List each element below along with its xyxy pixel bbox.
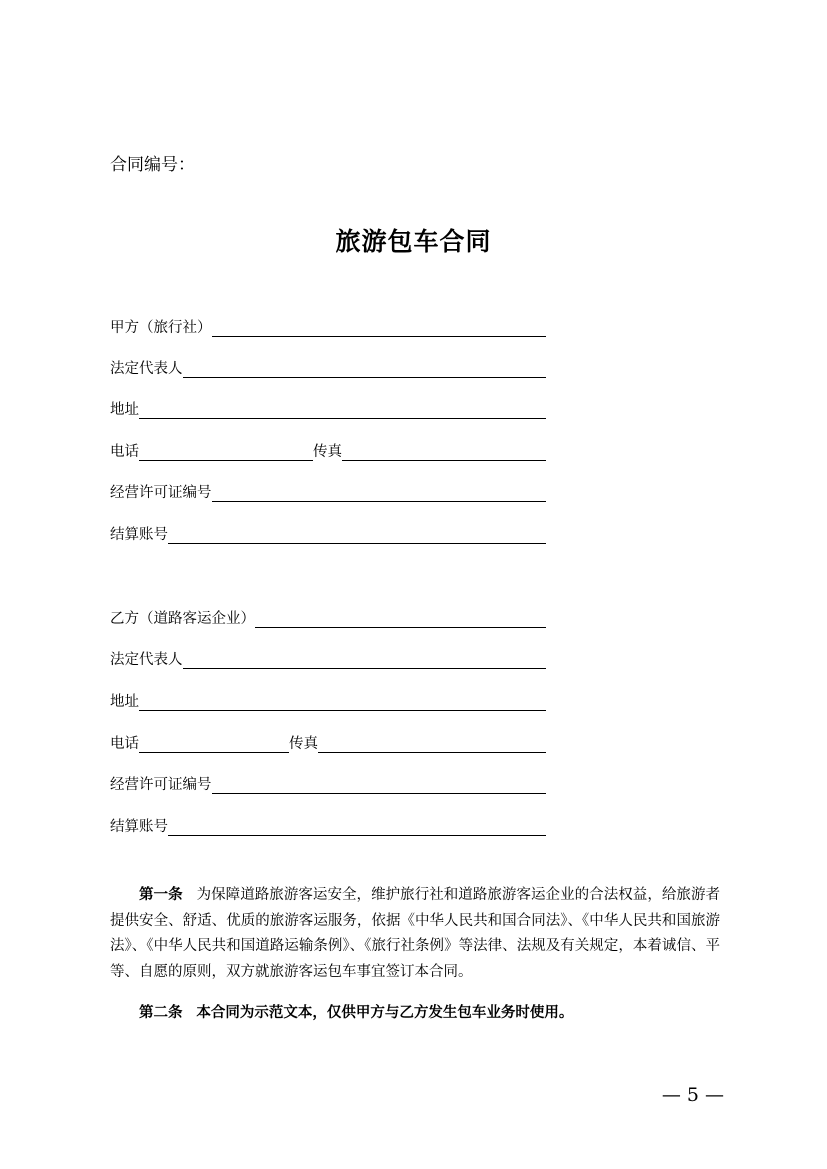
party-a-fax-label: 传真 (313, 444, 342, 460)
party-a-legal-rep-row (110, 356, 546, 378)
party-a-address-row (110, 397, 546, 419)
party-b-license-row (110, 772, 546, 794)
party-b-license-blank[interactable] (212, 777, 547, 794)
article-1-text: 为保障道路旅游客运安全，维护旅行社和道路旅游客运企业的合法权益，给旅游者提供安全、舒适、优质的旅游客运服务，依据《中华人民共和国合同法》、《中华人民共和国旅游法》、《中华人民共和国道路运输条例》、《旅行社条例》等法律、法规及有关规定，本着诚信、平等、自愿的原则，双方就旅游客运包车事宜签订本合同。 (110, 887, 721, 980)
party-a-phone-blank[interactable] (139, 444, 313, 461)
party-b-legal-rep-row (110, 647, 546, 669)
party-a-address-blank[interactable] (139, 402, 546, 419)
party-a-account-label: 结算账号 (110, 527, 168, 543)
party-b-license-label: 经营许可证编号 (110, 777, 212, 793)
party-b-address-blank[interactable] (139, 694, 546, 711)
party-b-address-row (110, 689, 546, 711)
party-a-license-blank[interactable] (212, 485, 547, 502)
party-a-address-label: 地址 (110, 402, 139, 418)
party-b-legal-rep-label: 法定代表人 (110, 652, 183, 668)
contract-title: 旅游包车合同 (335, 227, 492, 256)
article-2-text: 本合同为示范文本，仅供甲方与乙方发生包车业务时使用。 (196, 1005, 574, 1021)
contract-number-label: 合同编号： (110, 155, 195, 175)
party-b-address-label: 地址 (110, 694, 139, 710)
party-b-fax-blank[interactable] (318, 736, 546, 753)
party-a-account-blank[interactable] (168, 527, 546, 544)
page-number: — 5 — (661, 1084, 724, 1106)
article-2 (110, 1001, 720, 1027)
party-b-account-row (110, 814, 546, 836)
party-b-name-row (110, 606, 546, 628)
party-b-fax-label: 传真 (289, 736, 318, 752)
party-a-license-row (110, 480, 546, 502)
article-2-heading: 第二条 (139, 1005, 183, 1021)
party-b-name-blank[interactable] (255, 611, 546, 628)
party-b-label: 乙方（道路客运企业） (110, 611, 255, 627)
party-b-phone-fax-row (110, 731, 546, 753)
party-a-legal-rep-label: 法定代表人 (110, 361, 183, 377)
article-1-heading: 第一条 (139, 887, 183, 903)
party-a-phone-fax-row (110, 439, 546, 461)
party-b-legal-rep-blank[interactable] (183, 652, 547, 669)
party-a-name-blank[interactable] (212, 320, 547, 337)
party-a-account-row (110, 522, 546, 544)
party-b-phone-blank[interactable] (139, 736, 289, 753)
party-a-name-row (110, 315, 546, 337)
party-a-label: 甲方（旅行社） (110, 320, 212, 336)
party-a-legal-rep-blank[interactable] (183, 361, 547, 378)
party-a-license-label: 经营许可证编号 (110, 485, 212, 501)
party-b-account-label: 结算账号 (110, 819, 168, 835)
party-b-account-blank[interactable] (168, 819, 546, 836)
party-b-phone-label: 电话 (110, 736, 139, 752)
party-a-fax-blank[interactable] (342, 444, 546, 461)
party-a-phone-label: 电话 (110, 444, 139, 460)
article-1 (110, 883, 720, 985)
